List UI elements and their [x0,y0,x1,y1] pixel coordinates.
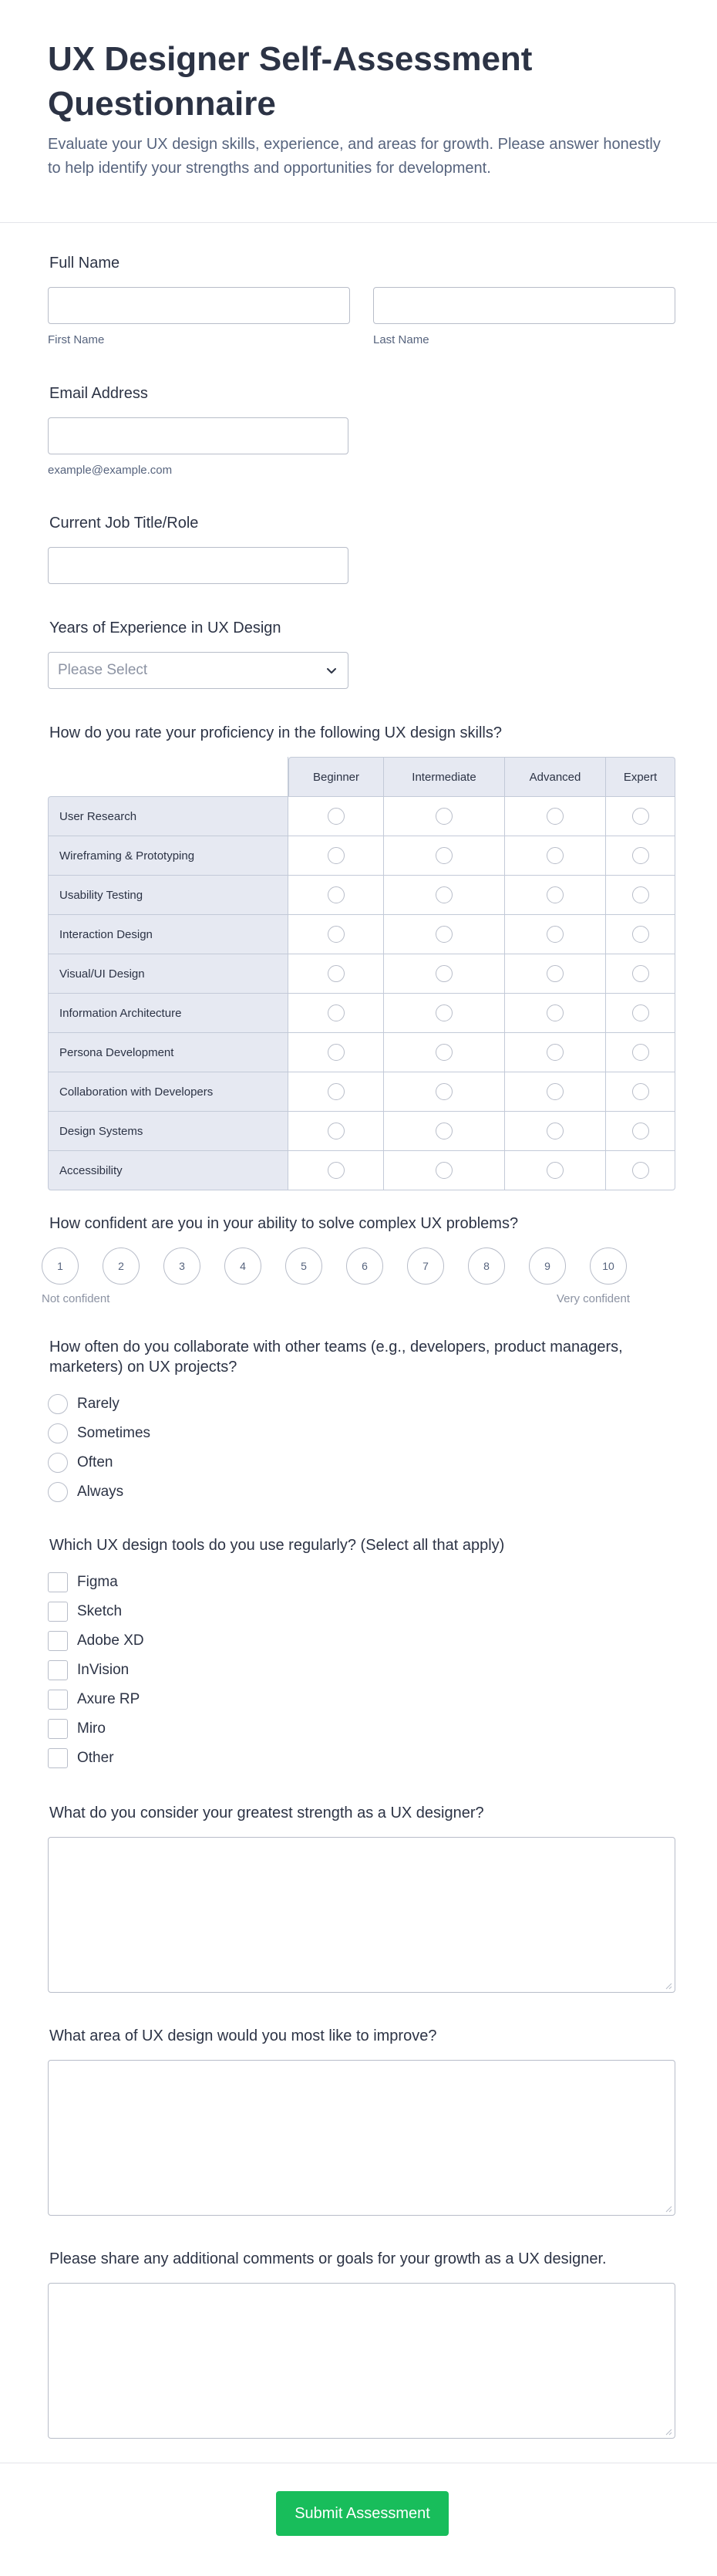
first-name-input[interactable] [48,287,350,324]
matrix-radio[interactable] [547,926,564,943]
matrix-radio[interactable] [547,808,564,825]
matrix-col-header: Advanced [505,757,606,796]
matrix-row [48,993,675,1032]
matrix-radio[interactable] [632,808,649,825]
comments-textarea[interactable] [48,2283,675,2439]
matrix-radio[interactable] [328,1123,345,1139]
chevron-down-icon [325,663,338,677]
matrix-radio[interactable] [436,1044,453,1061]
collaboration-options [48,1389,675,1507]
experience-label: Years of Experience in UX Design [49,620,281,636]
matrix-row-label: Design Systems [48,1111,288,1150]
matrix-radio[interactable] [632,1162,649,1179]
comments-label: Please share any additional comments or goals for your growth as a UX designer. [49,2250,607,2267]
matrix-row-label: Collaboration with Developers [48,1072,288,1111]
strength-label: What do you consider your greatest strength as a UX designer? [49,1805,484,1821]
job-title-input[interactable] [48,547,348,584]
matrix-radio[interactable] [436,808,453,825]
strength-section [48,1803,675,1993]
collaboration-label: How often do you collaborate with other teams (e.g., developers, product managers, marketers) on UX projects? [49,1339,623,1376]
matrix-radio[interactable] [547,965,564,982]
checkbox-option-axure-rp[interactable] [48,1685,675,1714]
matrix-col-header: Beginner [288,757,384,796]
matrix-radio[interactable] [632,926,649,943]
improve-textarea[interactable] [48,2060,675,2216]
matrix-radio[interactable] [328,808,345,825]
job-title-section [48,513,675,584]
checkbox[interactable] [48,1719,68,1739]
matrix-row-label: Usability Testing [48,875,288,914]
proficiency-matrix [48,757,675,1190]
resize-grip-icon[interactable] [665,2205,672,2213]
matrix-row-label: User Research [48,796,288,836]
matrix-radio[interactable] [547,847,564,864]
radio-option-sometimes[interactable] [48,1419,675,1448]
radio-button[interactable] [48,1482,68,1502]
checkbox[interactable] [48,1690,68,1710]
matrix-radio[interactable] [547,1123,564,1139]
confidence-section [42,1214,675,1305]
matrix-radio[interactable] [436,1162,453,1179]
last-name-sublabel: Last Name [373,333,429,346]
option-label: Often [77,1454,113,1470]
matrix-radio[interactable] [328,886,345,903]
last-name-input[interactable] [373,287,675,324]
matrix-radio[interactable] [328,1162,345,1179]
scale-option[interactable]: 10 [590,1247,627,1285]
scale-option[interactable]: 3 [163,1247,200,1285]
matrix-corner [48,757,288,796]
matrix-radio[interactable] [328,965,345,982]
comments-section [48,2249,675,2439]
scale-option[interactable]: 4 [224,1247,261,1285]
matrix-radio[interactable] [328,1083,345,1100]
matrix-radio[interactable] [436,1083,453,1100]
proficiency-section [48,723,675,1190]
matrix-radio[interactable] [436,886,453,903]
checkbox[interactable] [48,1660,68,1680]
matrix-radio[interactable] [328,926,345,943]
improve-section [48,2026,675,2216]
tools-section [48,1535,675,1773]
scale-option[interactable]: 5 [285,1247,322,1285]
experience-section [48,618,675,689]
tools-label: Which UX design tools do you use regularly? (Select all that apply) [49,1537,505,1554]
checkbox-option-invision[interactable] [48,1656,675,1685]
checkbox[interactable] [48,1572,68,1592]
strength-textarea[interactable] [48,1837,675,1993]
checkbox[interactable] [48,1602,68,1622]
scale-option[interactable]: 1 [42,1247,79,1285]
matrix-radio[interactable] [547,1083,564,1100]
matrix-row-label: Wireframing & Prototyping [48,836,288,875]
matrix-row [48,954,675,993]
option-label: Sometimes [77,1425,151,1441]
matrix-col-header: Expert [606,757,675,796]
option-label: Axure RP [77,1691,140,1707]
collaboration-section [48,1337,675,1507]
checkbox-option-figma[interactable] [48,1568,675,1597]
matrix-row [48,836,675,875]
matrix-radio[interactable] [632,1123,649,1139]
matrix-radio[interactable] [436,1123,453,1139]
scale-option[interactable]: 9 [529,1247,566,1285]
scale-option[interactable]: 6 [346,1247,383,1285]
radio-option-always[interactable] [48,1477,675,1507]
matrix-radio[interactable] [328,1004,345,1021]
option-label: Rarely [77,1396,120,1412]
scale-option[interactable]: 8 [468,1247,505,1285]
option-label: Other [77,1750,114,1766]
tools-options [48,1568,675,1773]
confidence-label: How confident are you in your ability to solve complex UX problems? [49,1215,519,1232]
matrix-row-label: Accessibility [48,1150,288,1190]
page-description: Evaluate your UX design skills, experience, and areas for growth. Please answer honestly to help identify your strengths and opportunities for development. [48,136,661,177]
matrix-radio[interactable] [436,1004,453,1021]
matrix-radio[interactable] [632,965,649,982]
matrix-row [48,1072,675,1111]
option-label: Miro [77,1720,106,1737]
scale-option[interactable]: 2 [103,1247,140,1285]
radio-button[interactable] [48,1394,68,1414]
job-title-label: Current Job Title/Role [49,515,199,532]
matrix-row-label: Information Architecture [48,993,288,1032]
matrix-radio[interactable] [547,886,564,903]
page-title: UX Designer Self-Assessment Questionnaire [48,40,533,123]
option-label: Always [77,1484,124,1500]
matrix-row [48,875,675,914]
radio-button[interactable] [48,1453,68,1473]
matrix-row-label: Visual/UI Design [48,954,288,993]
option-label: Adobe XD [77,1632,144,1649]
matrix-row [48,1032,675,1072]
matrix-row [48,914,675,954]
scale-option[interactable]: 7 [407,1247,444,1285]
matrix-radio[interactable] [632,1044,649,1061]
email-sublabel: example@example.com [48,464,173,477]
matrix-col-header: Intermediate [384,757,505,796]
matrix-row [48,1150,675,1190]
matrix-radio[interactable] [436,847,453,864]
matrix-radio[interactable] [547,1004,564,1021]
matrix-radio[interactable] [328,847,345,864]
proficiency-label: How do you rate your proficiency in the following UX design skills? [49,724,502,741]
matrix-radio[interactable] [632,886,649,903]
checkbox-option-sketch[interactable] [48,1597,675,1626]
matrix-row-label: Persona Development [48,1032,288,1072]
option-label: Sketch [77,1603,123,1619]
email-field[interactable] [48,417,348,454]
matrix-radio[interactable] [632,847,649,864]
option-label: InVision [77,1662,130,1678]
checkbox[interactable] [48,1631,68,1651]
radio-option-rarely[interactable] [48,1389,675,1419]
checkbox-option-other[interactable] [48,1744,675,1773]
experience-select-value: Please Select [58,662,148,678]
matrix-radio[interactable] [436,926,453,943]
matrix-radio[interactable] [436,965,453,982]
improve-label: What area of UX design would you most like to improve? [49,2027,437,2044]
form-footer [0,2463,717,2576]
first-name-sublabel: First Name [48,333,105,346]
matrix-radio[interactable] [547,1162,564,1179]
checkbox-option-miro[interactable] [48,1714,675,1744]
matrix-radio[interactable] [328,1044,345,1061]
matrix-radio[interactable] [547,1044,564,1061]
scale-high-label: Very confident [556,1292,630,1305]
radio-button[interactable] [48,1423,68,1443]
full-name-label: Full Name [49,255,120,272]
scale-low-label: Not confident [42,1292,110,1305]
confidence-scale [42,1247,675,1285]
checkbox-option-adobe-xd[interactable] [48,1626,675,1656]
matrix-row [48,1111,675,1150]
submit-button[interactable]: Submit Assessment [276,2491,449,2536]
form-header [0,0,717,223]
radio-option-often[interactable] [48,1448,675,1477]
checkbox[interactable] [48,1748,68,1768]
matrix-radio[interactable] [632,1083,649,1100]
matrix-row [48,796,675,836]
experience-select[interactable] [48,652,348,689]
option-label: Figma [77,1574,118,1590]
email-label: Email Address [49,385,148,402]
matrix-row-label: Interaction Design [48,914,288,954]
resize-grip-icon[interactable] [665,1982,672,1990]
full-name-section [48,253,675,346]
email-section [48,383,675,477]
resize-grip-icon[interactable] [665,2428,672,2436]
matrix-radio[interactable] [632,1004,649,1021]
